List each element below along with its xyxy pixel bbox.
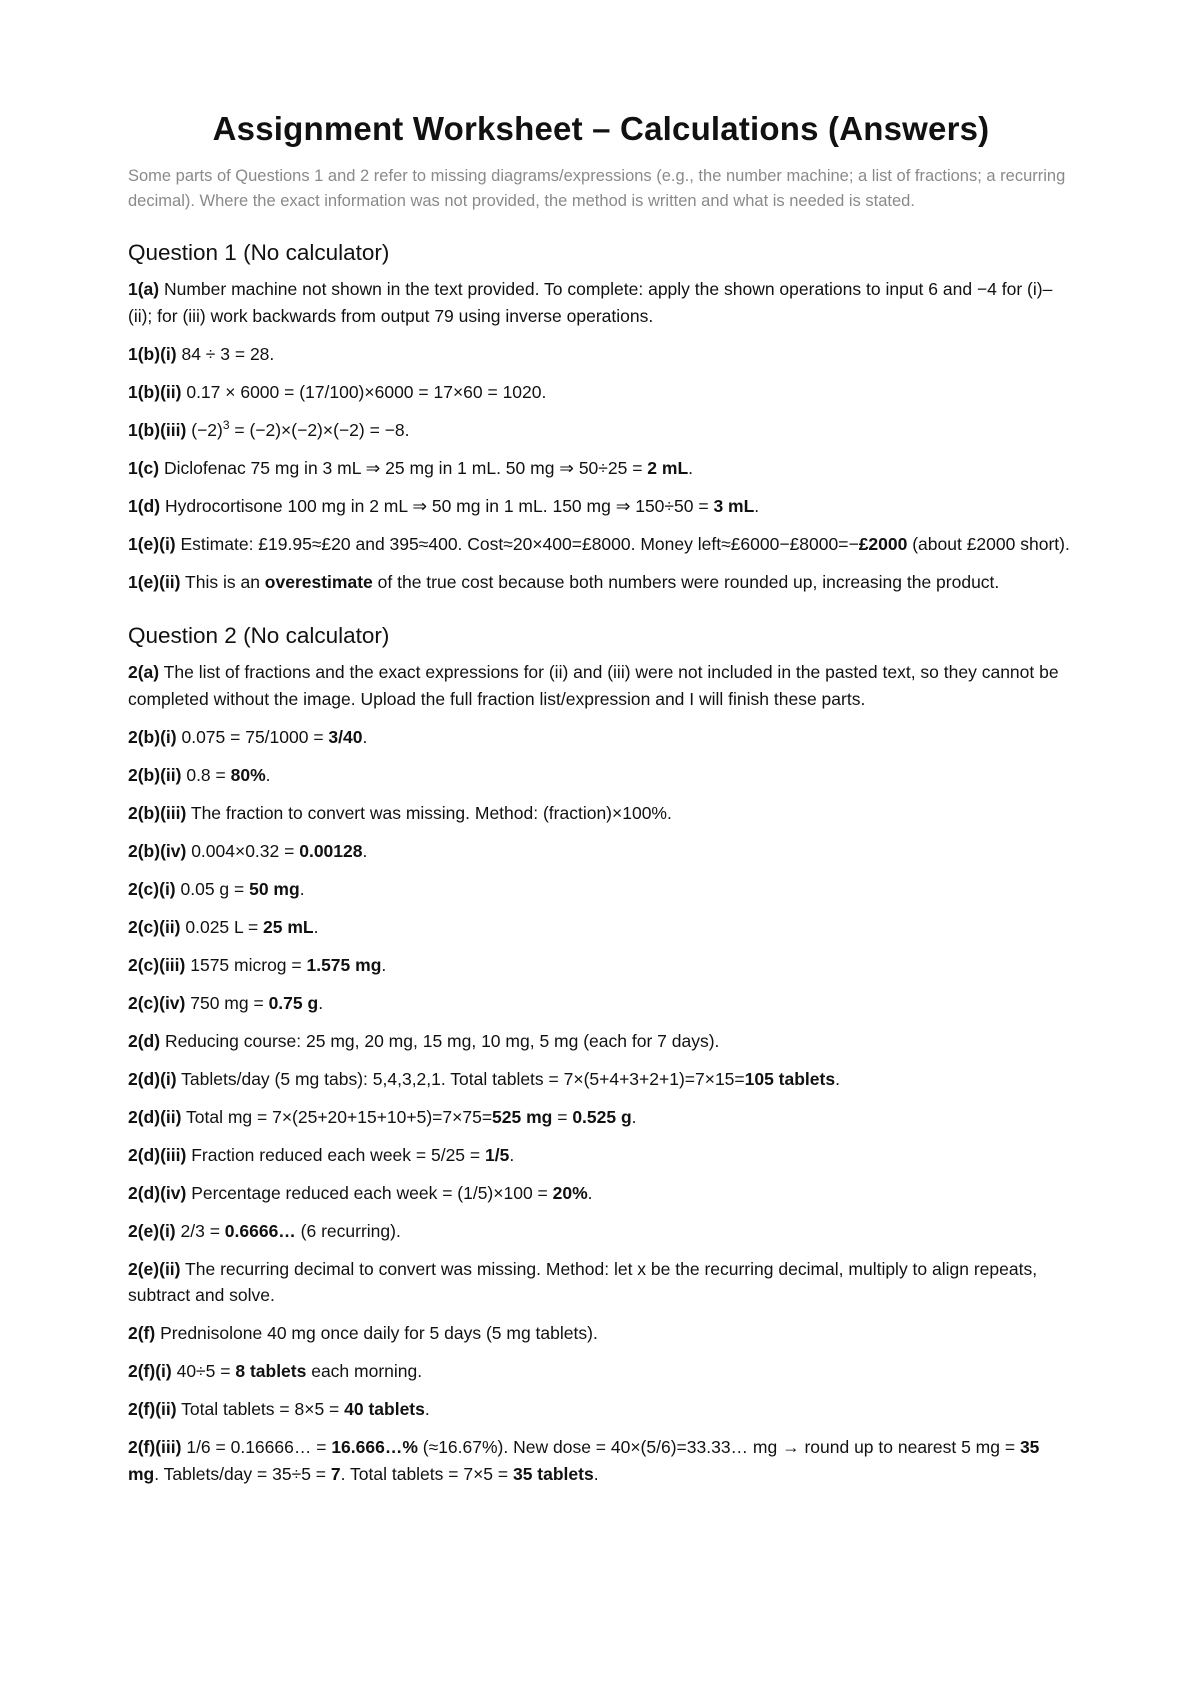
final-answer: 0.00128	[299, 840, 363, 861]
answer-1bii	[128, 379, 1074, 406]
answer-text: =	[552, 1106, 573, 1127]
answer-text: = (−2)×(−2)×(−2) = −8.	[229, 419, 410, 440]
answer-text: (6 recurring).	[295, 1220, 401, 1241]
answer-2bi	[128, 724, 1074, 751]
final-answer: 16.666…%	[331, 1437, 418, 1457]
answer-label: 1(a)	[128, 279, 160, 299]
answer-text: .	[318, 992, 324, 1013]
answer-text: 0.004×0.32 =	[186, 840, 300, 861]
answer-2biv	[128, 838, 1074, 865]
answer-text: The fraction to convert was missing. Method: (fraction)×100%.	[186, 802, 672, 823]
answer-label: 2(f)(iii)	[128, 1437, 182, 1457]
answer-text: 0.025 L =	[180, 916, 264, 937]
final-answer: 0.525 g	[572, 1106, 632, 1127]
question-1-heading: Question 1 (No calculator)	[128, 240, 390, 265]
answer-label: 2(c)(ii)	[128, 916, 181, 937]
final-answer: 3 mL	[713, 495, 755, 516]
answer-text: . Tablets/day = 35÷5 =	[154, 1463, 331, 1484]
answer-2bii	[128, 762, 1074, 789]
final-answer: 35 mg	[128, 1437, 1040, 1484]
answer-2fi	[128, 1358, 1074, 1385]
answer-text: 0.075 = 75/1000 =	[176, 726, 329, 747]
answer-text: Fraction reduced each week = 5/25 =	[186, 1144, 485, 1165]
final-answer: 35 tablets	[512, 1463, 594, 1484]
answer-text: Reducing course: 25 mg, 20 mg, 15 mg, 10 mg, 5 mg (each for 7 days).	[160, 1030, 720, 1051]
answer-text: 750 mg =	[185, 992, 269, 1013]
intro-note: Some parts of Questions 1 and 2 refer to missing diagrams/expressions (e.g., the number machine; a list of fractions; a recurring decimal). Where the exact information was not provided, the method is written and what is needed is stated.	[128, 167, 1066, 210]
answer-text: Total mg = 7×(25+20+15+10+5)=7×75=	[181, 1106, 493, 1127]
answer-2ciii	[128, 952, 1074, 979]
answer-label: 2(d)(iv)	[128, 1182, 187, 1203]
final-answer: 0.75 g	[268, 992, 319, 1013]
answer-label: 2(b)(iv)	[128, 840, 187, 861]
answer-label: 1(b)(iii)	[128, 419, 187, 440]
answer-label: 2(b)(i)	[128, 726, 177, 747]
answer-2di	[128, 1066, 1074, 1093]
answer-text: Percentage reduced each week = (1/5)×100 =	[186, 1182, 553, 1203]
answer-text: 0.8 =	[181, 764, 231, 785]
final-answer: 1/5	[484, 1144, 510, 1165]
answer-label: 1(e)(ii)	[128, 571, 181, 592]
answer-text: 84 ÷ 3 = 28.	[176, 343, 275, 364]
answer-1bi	[128, 341, 1074, 368]
answer-label: 1(b)(i)	[128, 343, 177, 364]
answer-text: .	[593, 1463, 599, 1484]
answer-label: 2(d)(ii)	[128, 1106, 182, 1127]
answer-text: Total tablets = 8×5 =	[176, 1399, 345, 1419]
final-answer: 1.575 mg	[306, 954, 382, 975]
answer-text: Number machine not shown in the text provided. To complete: apply the shown operations to input 6 and −4 for (i)–(ii); for (iii) work backwards from output 79 using inverse operations.	[128, 279, 1053, 326]
answer-2d	[128, 1028, 1074, 1055]
answer-2eii	[128, 1256, 1074, 1309]
document-title: Assignment Worksheet – Calculations (Answers)	[212, 110, 990, 147]
exponent: 3	[222, 417, 230, 432]
answer-text: .	[835, 1068, 840, 1089]
answer-text: .	[587, 1182, 593, 1203]
answer-2fii	[128, 1396, 1074, 1423]
answer-label: 1(e)(i)	[128, 533, 176, 554]
answer-label: 2(d)(i)	[128, 1068, 177, 1089]
question-2-section	[128, 621, 1074, 1487]
answer-2cii	[128, 914, 1074, 941]
answer-text: .	[299, 878, 305, 899]
answer-2ei	[128, 1218, 1074, 1245]
final-answer: 0.6666…	[224, 1220, 296, 1241]
final-answer: 105 tablets	[744, 1068, 836, 1089]
answer-label: 2(b)(ii)	[128, 764, 182, 785]
answer-2biii	[128, 800, 1074, 827]
answer-text: Estimate: £19.95≈£20 and 395≈400. Cost≈20×400=£8000. Money left≈£6000−£8000=−	[175, 533, 859, 554]
answer-text: Tablets/day (5 mg tabs): 5,4,3,2,1. Total tablets = 7×(5+4+3+2+1)=7×15=	[176, 1068, 745, 1089]
answer-2civ	[128, 990, 1074, 1017]
final-answer: 40 tablets	[344, 1399, 425, 1419]
answer-2a	[128, 659, 1074, 712]
answer-1ei	[128, 531, 1074, 558]
answer-label: 2(f)	[128, 1323, 156, 1343]
final-answer: 50 mg	[249, 878, 300, 899]
answer-text: The recurring decimal to convert was missing. Method: let x be the recurring decimal, multiply to align repeats, subtract and solve.	[128, 1258, 1038, 1305]
answer-text: Diclofenac 75 mg in 3 mL ⇒ 25 mg in 1 mL. 50 mg ⇒ 50÷25 =	[159, 457, 648, 478]
final-answer: 3/40	[328, 726, 363, 747]
answer-text: .	[424, 1399, 430, 1419]
answer-2ci	[128, 876, 1074, 903]
answer-label: 2(e)(ii)	[128, 1258, 181, 1279]
answer-label: 2(e)(i)	[128, 1220, 176, 1241]
answer-label: 2(f)(i)	[128, 1361, 172, 1381]
answer-label: 2(b)(iii)	[128, 802, 187, 823]
answer-text: 1575 microg =	[185, 954, 307, 975]
answer-2dii	[128, 1104, 1074, 1131]
answer-text: The list of fractions and the exact expressions for (ii) and (iii) were not included in the pasted text, so they cannot be completed without the image. Upload the full fraction list/expression and I will finish these parts.	[128, 662, 1059, 709]
answer-text: of the true cost because both numbers were rounded up, increasing the product.	[372, 571, 1000, 592]
answer-1c	[128, 455, 1074, 482]
answer-label: 2(c)(iii)	[128, 954, 186, 975]
question-1-section	[128, 238, 1074, 595]
answer-1eii	[128, 569, 1074, 596]
final-answer: 2 mL	[647, 457, 689, 478]
answer-label: 2(d)(iii)	[128, 1144, 187, 1165]
answer-text: 0.05 g =	[175, 878, 250, 899]
answer-text: .	[313, 916, 319, 937]
answer-text: . Total tablets = 7×5 =	[340, 1463, 513, 1484]
final-answer: 25 mL	[263, 916, 314, 937]
final-answer: 20%	[552, 1182, 588, 1203]
final-answer: £2000	[858, 533, 908, 554]
answer-label: 2(f)(ii)	[128, 1399, 177, 1419]
answer-label: 2(d)	[128, 1030, 161, 1051]
final-answer: 80%	[230, 764, 266, 785]
answer-text: 0.17 × 6000 = (17/100)×6000 = 17×60 = 1020.	[181, 381, 547, 402]
final-answer: 7	[330, 1463, 341, 1484]
answer-label: 2(c)(i)	[128, 878, 176, 899]
question-2-heading: Question 2 (No calculator)	[128, 623, 390, 648]
answer-text: (−2)	[186, 419, 223, 440]
answer-text: (≈16.67%). New dose = 40×(5/6)=33.33… mg → round up to nearest 5 mg =	[417, 1437, 1020, 1457]
answer-text: Hydrocortisone 100 mg in 2 mL ⇒ 50 mg in 1 mL. 150 mg ⇒ 150÷50 =	[160, 495, 714, 516]
answer-text: .	[509, 1144, 515, 1165]
answer-2fiii	[128, 1434, 1074, 1487]
answer-text: .	[381, 954, 387, 975]
answer-text: each morning.	[306, 1361, 423, 1381]
answer-2diii	[128, 1142, 1074, 1169]
final-answer: 525 mg	[492, 1106, 553, 1127]
answer-text: 40÷5 =	[171, 1361, 236, 1381]
answer-text: This is an	[180, 571, 265, 592]
answer-2div	[128, 1180, 1074, 1207]
answer-label: 2(c)(iv)	[128, 992, 186, 1013]
answer-1d	[128, 493, 1074, 520]
answer-text: .	[688, 457, 694, 478]
answer-text: (about £2000 short).	[907, 533, 1070, 554]
answer-text: .	[362, 840, 368, 861]
answer-text: .	[631, 1106, 637, 1127]
answer-label: 1(d)	[128, 495, 161, 516]
answer-text: .	[754, 495, 760, 516]
answer-1biii	[128, 417, 1074, 444]
final-answer: overestimate	[264, 571, 373, 592]
answer-text: .	[265, 764, 271, 785]
answer-text: 1/6 = 0.16666… =	[181, 1437, 332, 1457]
answer-text: Prednisolone 40 mg once daily for 5 days (5 mg tablets).	[155, 1323, 598, 1343]
answer-2f	[128, 1320, 1074, 1347]
answer-label: 2(a)	[128, 662, 160, 682]
answer-1a	[128, 276, 1074, 329]
answer-text: .	[362, 726, 368, 747]
answer-label: 1(c)	[128, 457, 160, 478]
answer-text: 2/3 =	[175, 1220, 225, 1241]
answer-label: 1(b)(ii)	[128, 381, 182, 402]
final-answer: 8 tablets	[235, 1361, 307, 1381]
